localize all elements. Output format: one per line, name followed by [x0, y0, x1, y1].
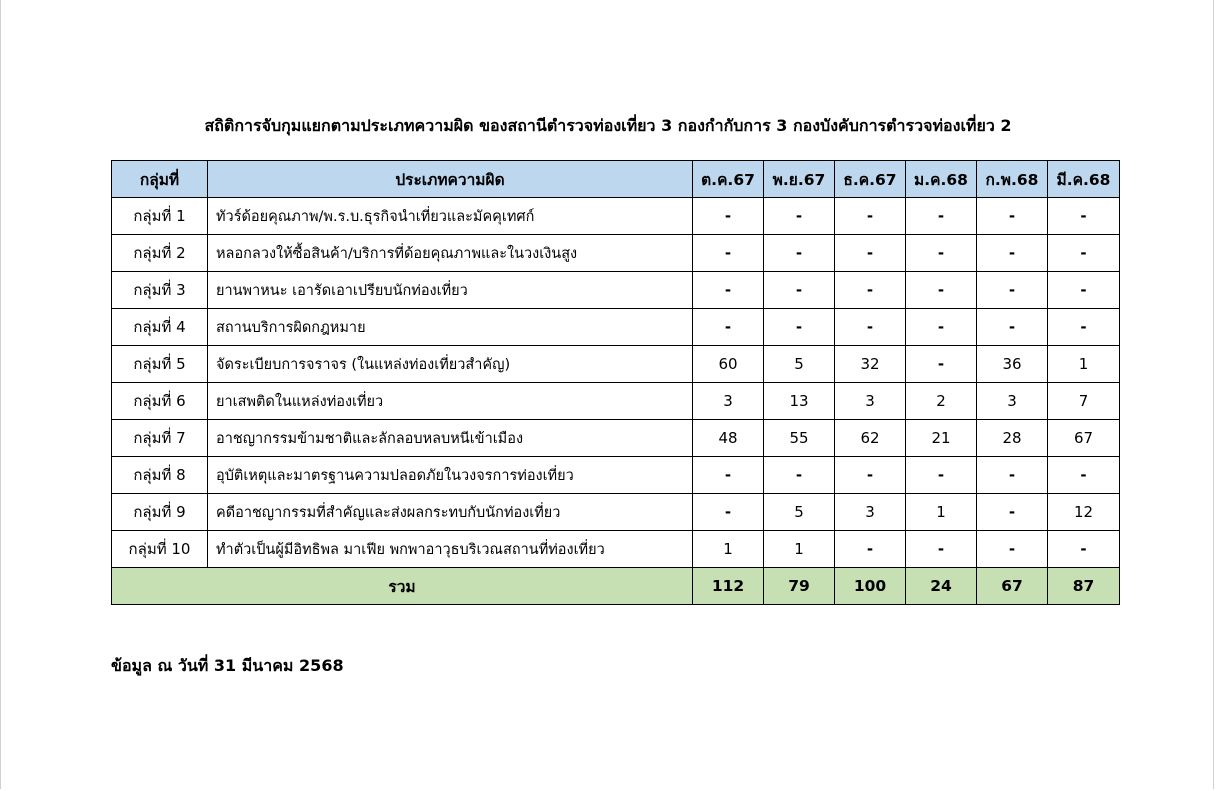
value-cell: - [693, 457, 764, 494]
total-value: 100 [835, 568, 906, 605]
total-label: รวม [112, 568, 693, 605]
total-value: 24 [906, 568, 977, 605]
header-offense: ประเภทความผิด [208, 161, 693, 198]
value-cell: 13 [764, 383, 835, 420]
offense-cell: ยานพาหนะ เอารัดเอาเปรียบนักท่องเที่ยว [208, 272, 693, 309]
offense-cell: ทำตัวเป็นผู้มีอิทธิพล มาเฟีย พกพาอาวุธบริเวณสถานที่ท่องเที่ยว [208, 531, 693, 568]
table-row [112, 198, 1120, 235]
group-cell: กลุ่มที่ 6 [112, 383, 208, 420]
header-month: ธ.ค.67 [835, 161, 906, 198]
value-cell: - [1048, 198, 1120, 235]
offense-cell: ยาเสพติดในแหล่งท่องเที่ยว [208, 383, 693, 420]
group-cell: กลุ่มที่ 7 [112, 420, 208, 457]
value-cell: 67 [1048, 420, 1120, 457]
value-cell: - [835, 272, 906, 309]
value-cell: - [906, 235, 977, 272]
value-cell: 28 [977, 420, 1048, 457]
value-cell: 1 [906, 494, 977, 531]
value-cell: - [1048, 531, 1120, 568]
value-cell: 3 [835, 494, 906, 531]
offense-cell: อุบัติเหตุและมาตรฐานความปลอดภัยในวงจรการท่องเที่ยว [208, 457, 693, 494]
report-title: สถิติการจับกุมแยกตามประเภทความผิด ของสถานีตำรวจท่องเที่ยว 3 กองกำกับการ 3 กองบังคับการตำรวจท่องเที่ยว 2 [204, 116, 1012, 135]
group-cell: กลุ่มที่ 8 [112, 457, 208, 494]
value-cell: - [906, 309, 977, 346]
value-cell: - [906, 457, 977, 494]
group-cell: กลุ่มที่ 9 [112, 494, 208, 531]
total-value: 79 [764, 568, 835, 605]
value-cell: - [835, 309, 906, 346]
value-cell: - [693, 494, 764, 531]
group-cell: กลุ่มที่ 5 [112, 346, 208, 383]
group-cell: กลุ่มที่ 4 [112, 309, 208, 346]
value-cell: - [977, 494, 1048, 531]
value-cell: 62 [835, 420, 906, 457]
value-cell: - [977, 531, 1048, 568]
group-cell: กลุ่มที่ 10 [112, 531, 208, 568]
value-cell: - [977, 272, 1048, 309]
table-row [112, 272, 1120, 309]
value-cell: - [977, 235, 1048, 272]
group-cell: กลุ่มที่ 1 [112, 198, 208, 235]
table-row [112, 346, 1120, 383]
header-month: ม.ค.68 [906, 161, 977, 198]
offense-cell: จัดระเบียบการจราจร (ในแหล่งท่องเที่ยวสำคัญ) [208, 346, 693, 383]
value-cell: - [977, 457, 1048, 494]
table-row [112, 531, 1120, 568]
value-cell: - [693, 309, 764, 346]
offense-cell: อาชญากรรมข้ามชาติและลักลอบหลบหนีเข้าเมือง [208, 420, 693, 457]
value-cell: - [977, 309, 1048, 346]
value-cell: - [1048, 272, 1120, 309]
value-cell: - [764, 309, 835, 346]
value-cell: 3 [977, 383, 1048, 420]
value-cell: - [835, 457, 906, 494]
table-row [112, 420, 1120, 457]
table-row [112, 309, 1120, 346]
arrest-statistics-table [111, 160, 1120, 605]
group-cell: กลุ่มที่ 3 [112, 272, 208, 309]
table-row [112, 494, 1120, 531]
value-cell: - [764, 457, 835, 494]
value-cell: - [906, 198, 977, 235]
header-month: ต.ค.67 [693, 161, 764, 198]
value-cell: - [764, 235, 835, 272]
total-row [112, 568, 1120, 605]
value-cell: 5 [764, 494, 835, 531]
value-cell: 2 [906, 383, 977, 420]
value-cell: - [693, 235, 764, 272]
value-cell: 1 [1048, 346, 1120, 383]
value-cell: 55 [764, 420, 835, 457]
value-cell: 5 [764, 346, 835, 383]
value-cell: 3 [835, 383, 906, 420]
offense-cell: หลอกลวงให้ซื้อสินค้า/บริการที่ด้อยคุณภาพและในวงเงินสูง [208, 235, 693, 272]
total-value: 67 [977, 568, 1048, 605]
value-cell: 21 [906, 420, 977, 457]
value-cell: - [835, 531, 906, 568]
value-cell: - [835, 198, 906, 235]
value-cell: - [906, 346, 977, 383]
value-cell: 48 [693, 420, 764, 457]
value-cell: 1 [764, 531, 835, 568]
total-value: 112 [693, 568, 764, 605]
value-cell: - [693, 198, 764, 235]
value-cell: - [764, 272, 835, 309]
header-row [112, 161, 1120, 198]
value-cell: 60 [693, 346, 764, 383]
offense-cell: คดีอาชญากรรมที่สำคัญและส่งผลกระทบกับนักท่องเที่ยว [208, 494, 693, 531]
value-cell: - [835, 235, 906, 272]
total-value: 87 [1048, 568, 1120, 605]
value-cell: - [906, 272, 977, 309]
value-cell: - [1048, 457, 1120, 494]
value-cell: 7 [1048, 383, 1120, 420]
value-cell: 12 [1048, 494, 1120, 531]
value-cell: - [906, 531, 977, 568]
offense-cell: สถานบริการผิดกฎหมาย [208, 309, 693, 346]
table-row [112, 457, 1120, 494]
value-cell: - [1048, 309, 1120, 346]
offense-cell: ทัวร์ด้อยคุณภาพ/พ.ร.บ.ธุรกิจนำเที่ยวและมัคคุเทศก์ [208, 198, 693, 235]
table-body [112, 198, 1120, 568]
table-row [112, 383, 1120, 420]
value-cell: - [764, 198, 835, 235]
value-cell: 32 [835, 346, 906, 383]
header-month: พ.ย.67 [764, 161, 835, 198]
value-cell: - [1048, 235, 1120, 272]
table-row [112, 235, 1120, 272]
data-date-note: ข้อมูล ณ วันที่ 31 มีนาคม 2568 [111, 656, 344, 675]
value-cell: 3 [693, 383, 764, 420]
header-month: ก.พ.68 [977, 161, 1048, 198]
header-group: กลุ่มที่ [112, 161, 208, 198]
value-cell: 36 [977, 346, 1048, 383]
value-cell: 1 [693, 531, 764, 568]
group-cell: กลุ่มที่ 2 [112, 235, 208, 272]
value-cell: - [977, 198, 1048, 235]
header-month: มี.ค.68 [1048, 161, 1120, 198]
value-cell: - [693, 272, 764, 309]
